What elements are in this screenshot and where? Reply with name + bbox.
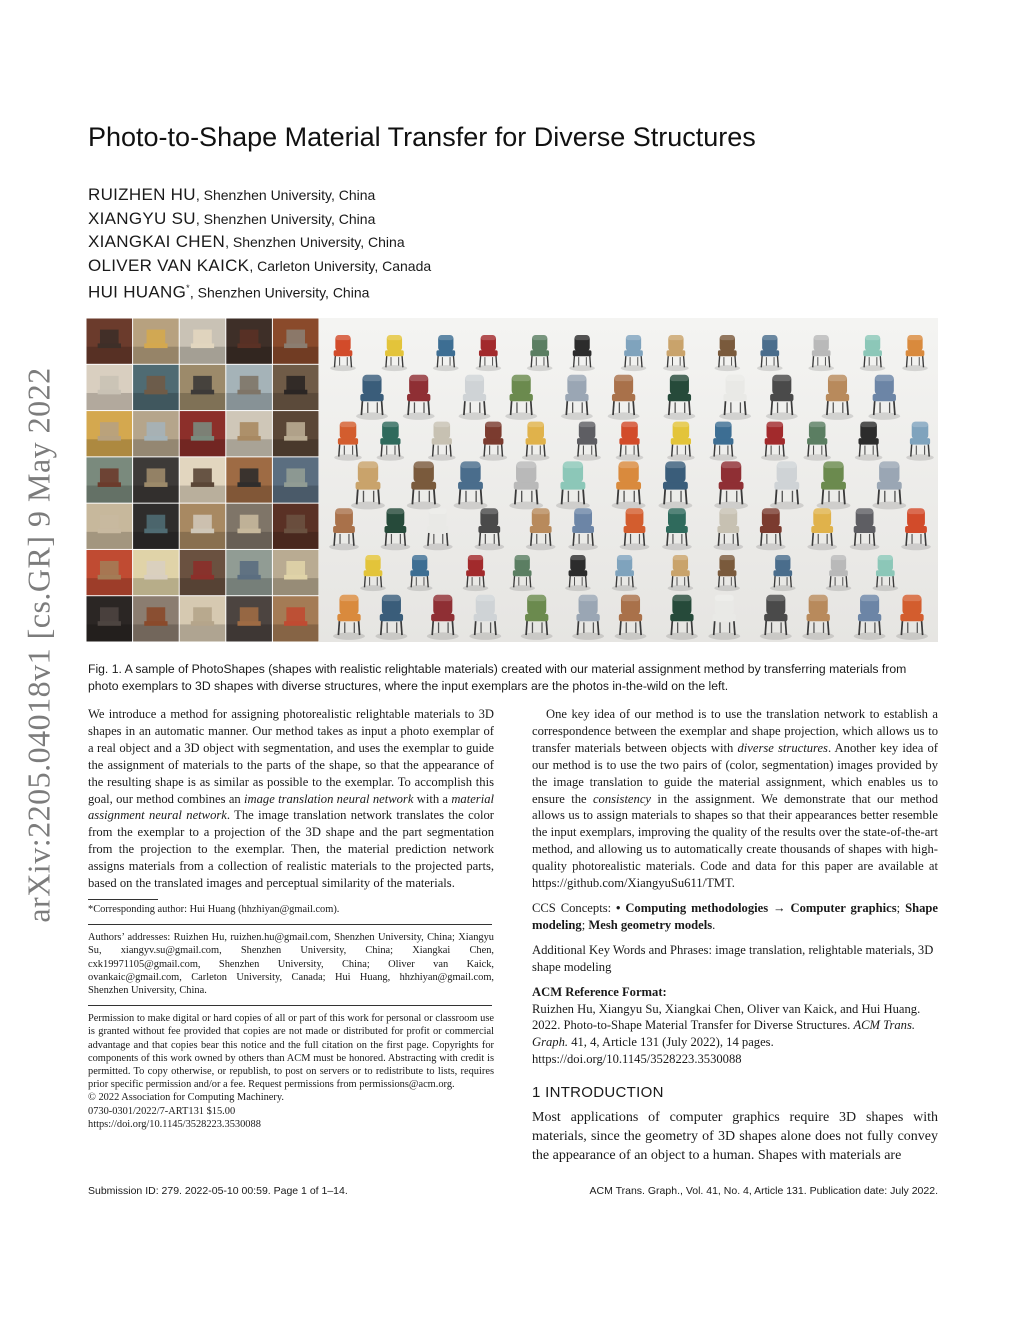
figure-caption: Fig. 1. A sample of PhotoShapes (shapes with realistic relightable materials) created with our material assignment method by transferring materials from photo exemplars to 3D shapes with diverse structures, where the input exemplars are the photos in-the-wild on the left. xyxy=(88,662,907,693)
ccs-separator: ; xyxy=(581,917,589,932)
exemplar-photo xyxy=(226,596,272,641)
exemplar-photo xyxy=(273,596,319,641)
exemplar-photo xyxy=(180,365,226,410)
ccs-concept: Shape modeling xyxy=(532,900,938,932)
exemplar-photo xyxy=(180,319,226,364)
exemplar-photo xyxy=(273,550,319,595)
exemplar-photo xyxy=(133,550,179,595)
author-line xyxy=(88,207,431,231)
abstract-emphasis: consistency xyxy=(592,791,652,806)
arxiv-stamp xyxy=(14,360,64,930)
abstract-text: . Another key idea of our method is to use the two pairs of (color, segmentation) images provided by the image translation to guide the material assignment, which enables us to ensure the xyxy=(532,740,938,806)
author-name: OLIVER VAN KAICK xyxy=(88,255,250,275)
exemplar-photo xyxy=(133,596,179,641)
exemplar-photo xyxy=(273,457,319,502)
author-list xyxy=(88,183,431,301)
section-heading: 1 INTRODUCTION xyxy=(532,1084,664,1102)
exemplar-photo-grid xyxy=(87,319,319,642)
abstract-paragraph xyxy=(532,706,938,892)
exemplar-photo xyxy=(133,365,179,410)
exemplar-photo xyxy=(87,550,133,595)
author-name: RUIZHEN HU xyxy=(88,185,196,204)
footer-journal: ACM Trans. Graph., Vol. 41, No. 4, Article 131. Publication date: July 2022. xyxy=(589,1185,938,1197)
exemplar-photo xyxy=(87,365,133,410)
author-line xyxy=(88,277,431,301)
ccs-concept: Mesh geometry models xyxy=(588,917,713,932)
keywords: Additional Key Words and Phrases: image translation, relightable materials, 3D shape modeling xyxy=(532,942,934,974)
ccs-concepts xyxy=(532,900,938,934)
exemplar-photo xyxy=(87,411,133,456)
exemplar-photo xyxy=(180,457,226,502)
issn-line: 0730-0301/2022/7-ART131 $15.00 xyxy=(88,1105,236,1117)
footnote-divider xyxy=(88,924,492,925)
right-column xyxy=(532,706,938,1165)
abstract-text: in the assignment. We demonstrate that our method allows us to assign materials to shapes so that their appearances better resemble the input exemplars, improving the quality of the results over the state-of-the-art method, and allowing us to automatically create thousands of shapes with high-quality photorealistic materials. Code and data for this paper are available at https://github.com/XiangyuSu611/TMT. xyxy=(532,791,938,891)
author-affiliation: , Carleton University, Canada xyxy=(249,257,432,274)
reference-journal: ACM Trans. Graph. xyxy=(532,1018,916,1050)
footer-submission: Submission ID: 279. 2022-05-10 00:59. Page 1 of 1–14. xyxy=(88,1185,348,1197)
author-name: XIANGYU SU xyxy=(88,208,196,228)
abstract-paragraph xyxy=(88,706,494,892)
reference-part: 41, 4, Article 131 (July 2022), 14 pages. https://doi.org/10.1145/3528223.3530088 xyxy=(532,1035,774,1067)
exemplar-photo xyxy=(226,457,272,502)
footnote-divider xyxy=(88,1005,492,1006)
footnote-divider xyxy=(88,899,158,900)
abstract-text: with a xyxy=(413,791,452,806)
exemplar-photo xyxy=(180,596,226,641)
author-affiliation: , Shenzhen University, China xyxy=(195,187,376,203)
author-line xyxy=(88,230,431,254)
exemplar-photo xyxy=(226,365,272,410)
ccs-label: CCS Concepts: xyxy=(532,900,617,915)
exemplar-photo xyxy=(87,319,133,364)
abstract-text: One key idea of our method is to use the translation network to establish a correspondence between the exemplar and shape projection, which allows us to transfer materials between objects with xyxy=(532,707,938,755)
exemplar-photo xyxy=(87,596,133,641)
corresponding-mark: * xyxy=(186,283,190,293)
exemplar-photo xyxy=(87,457,133,502)
exemplar-photo xyxy=(133,457,179,502)
abstract-text: We introduce a method for assigning photorealistic relightable materials to 3D shapes in an automatic manner. Our method takes as input a photo exemplar of a real object and a 3D object with segmentation, and uses the exemplar to guide the assignment of materials to the parts of the shape, so that the appearance of the resulting shape is as similar as possible to the exemplar. To accomplish this goal, our method combines an xyxy=(88,707,494,806)
reference-heading xyxy=(532,984,938,1001)
exemplar-photo xyxy=(226,550,272,595)
exemplar-photo xyxy=(180,504,226,549)
exemplar-photo xyxy=(180,550,226,595)
abstract-text: . The image translation network translates the color from the exemplar to a projection of the 3D shape and the part segmentation from the projection to the exemplar. Then, the material prediction network assigns materials from a collection of realistic materials to the projected parts, based on the translated images and perceptual similarity of the materials. xyxy=(88,808,494,891)
permission-notice: Permission to make digital or hard copies of all or part of this work for personal or classroom use is granted without fee provided that copies are not made or distributed for profit or commercial advantage and that copies bear this notice and the full citation on the first page. Copyrights for components of this work owned by others than ACM must be honored. Abstracting with credit is permitted. To copy otherwise, or republish, to post on servers or to redistribute to lists, requires prior specific permission and/or a fee. Request permissions from permissions@acm.org. xyxy=(88,1013,494,1091)
authors-addresses: Authors’ addresses: Ruizhen Hu, ruizhen.hu@gmail.com, Shenzhen University, China; Xiangyu Su, xiangyv.su@gmail.com, Shenzhen University, China; Xiangkai Chen, cxk19971105@gmail.com, Shenzhen University, China; Oliver van Kaick, ovankaic@gmail.com, Carleton University, Canada; Hui Huang, hhzhiyan@gmail.com, Shenzhen University, China. xyxy=(88,932,494,996)
reference-text xyxy=(532,1001,938,1069)
exemplar-photo xyxy=(180,411,226,456)
teaser-figure xyxy=(86,318,938,642)
exemplar-photo xyxy=(226,411,272,456)
arxiv-id[interactable]: arXiv:2205.04018v1 [cs.GR] 9 May 2022 xyxy=(20,367,57,923)
author-affiliation: , Shenzhen University, China xyxy=(225,234,405,250)
left-column xyxy=(88,706,494,1131)
corresponding-author-note: *Corresponding author: Hui Huang (hhzhiyan@gmail.com). xyxy=(88,903,340,915)
doi-link[interactable]: https://doi.org/10.1145/3528223.3530088 xyxy=(88,1118,261,1130)
exemplar-photo xyxy=(133,319,179,364)
abstract-emphasis: diverse structures xyxy=(737,740,828,755)
copyright-notice: © 2022 Association for Computing Machinery. xyxy=(88,1092,284,1104)
author-line xyxy=(88,183,431,207)
exemplar-photo xyxy=(273,365,319,410)
abstract-emphasis: image translation neural network xyxy=(244,791,414,806)
exemplar-photo xyxy=(133,504,179,549)
exemplar-photo xyxy=(133,411,179,456)
exemplar-photo xyxy=(226,319,272,364)
abstract-emphasis: material assignment neural network xyxy=(88,791,494,823)
exemplar-photo xyxy=(273,504,319,549)
paper-title: Photo-to-Shape Material Transfer for Diverse Structures xyxy=(88,122,756,152)
exemplar-photo xyxy=(273,319,319,364)
reference-heading-text: ACM Reference Format: xyxy=(532,984,667,999)
author-affiliation: , Shenzhen University, China xyxy=(195,210,376,227)
ccs-end: . xyxy=(712,917,716,932)
author-line xyxy=(88,254,431,278)
exemplar-photo xyxy=(273,411,319,456)
ccs-concept: • Computing methodologies → Computer graphics xyxy=(616,900,897,915)
author-name: HUI HUANG xyxy=(88,282,187,302)
author-affiliation: , Shenzhen University, China xyxy=(189,284,370,301)
author-name: XIANGKAI CHEN xyxy=(88,232,226,251)
ccs-separator: ; xyxy=(896,900,906,915)
reference-part: Ruizhen Hu, Xiangyu Su, Xiangkai Chen, Oliver van Kaick, and Hui Huang. 2022. Photo-to-Shape Material Transfer for Diverse Structures. xyxy=(532,1001,921,1033)
exemplar-photo xyxy=(226,504,272,549)
exemplar-photo xyxy=(87,504,133,549)
introduction-paragraph: Most applications of computer graphics require 3D shapes with materials, since the geometry of 3D shapes alone does not fully convey the appearance of an object to a human. Shapes with materials are xyxy=(532,1110,938,1164)
